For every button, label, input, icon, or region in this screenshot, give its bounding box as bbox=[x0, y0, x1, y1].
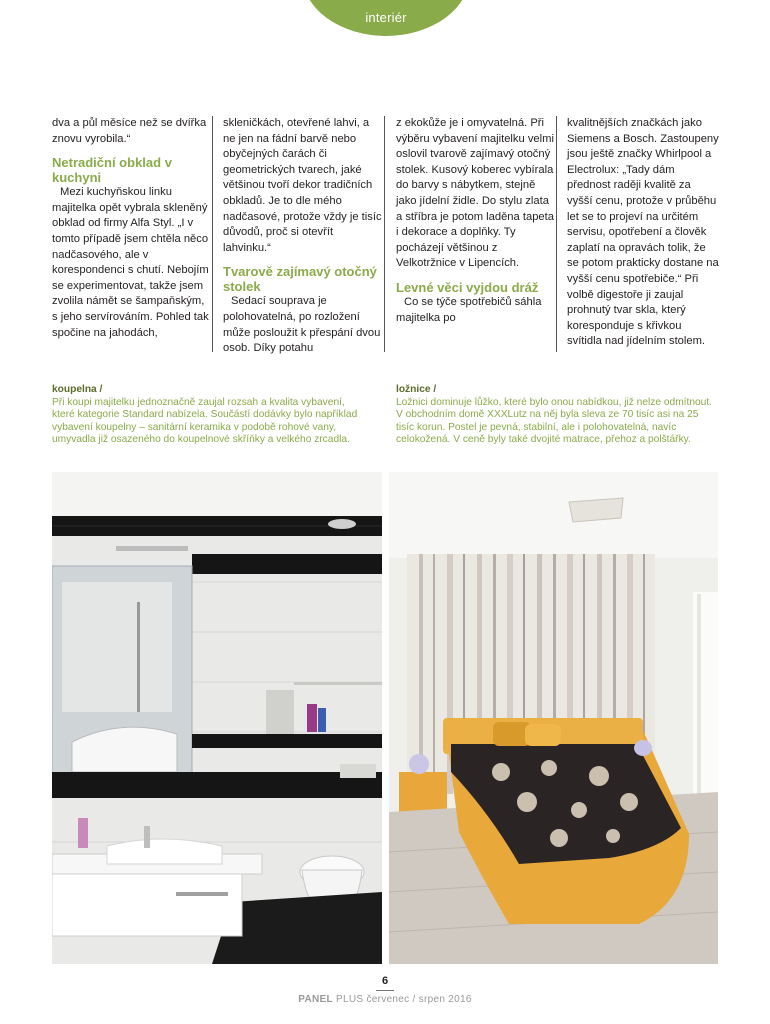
text-column-1 bbox=[52, 116, 212, 341]
column-divider bbox=[556, 116, 557, 352]
paragraph: skleničkách, otevřené lahvi, a ne jen na fádní barvě nebo obyčejných čarách či geometrických tvarech, jaké většinou tvoří dekor tradičních obkladů. Je to dle mého nadčasové, protože vždy je tisíc důvodů, proč si otevřít lahvinku.“ bbox=[223, 117, 382, 254]
caption-title: koupelna / bbox=[52, 384, 103, 395]
paragraph: Mezi kuchyňskou linku majitelka opět vybrala skleněný obklad od firmy Alfa Styl. „I v tomto případě jsem chtěla něco nadčasového, ale v korespondenci s chutí. Nebojím se experimentovat, takže jsem zvolila námět se šampaňským, s jeho servírováním. Pohled tak spočine na jahodách, bbox=[52, 186, 209, 339]
bathroom-photo bbox=[52, 472, 382, 964]
text-column-4 bbox=[567, 116, 719, 350]
section-tab bbox=[302, 0, 470, 36]
footer-issue-date: červenec / srpen 2016 bbox=[366, 994, 472, 1005]
paragraph: dva a půl měsíce než se dvířka znovu vyrobila.“ bbox=[52, 117, 207, 145]
footer-issue bbox=[0, 994, 770, 1005]
paragraph: Co se týče spotřebičů sáhla majitelka po bbox=[396, 295, 542, 324]
page-number: 6 bbox=[381, 975, 389, 987]
paragraph: z ekokůže je i omyvatelná. Při výběru vybavení majitelku velmi oslovil tvarově zajímavý otočný stolek. Kusový koberec vybírala do barvy s nábytkem, stejně jako jídelní židle. Do stylu zlata a stříbra je potom laděna tapeta i dekorace a doplňky. Ty pocházejí většinou z Velkotržnice v Lipencích. bbox=[396, 117, 554, 270]
text-column-3 bbox=[396, 116, 556, 326]
text-column-2 bbox=[223, 116, 383, 357]
column-divider bbox=[212, 116, 213, 352]
subheading: Netradiční obklad v kuchyni bbox=[52, 155, 172, 186]
caption-title: ložnice / bbox=[396, 384, 437, 395]
footer-brand: PANEL bbox=[298, 994, 333, 1005]
subheading: Tvarově zajímavý otočný stolek bbox=[223, 264, 377, 295]
column-divider bbox=[384, 116, 385, 352]
paragraph: Sedací souprava je polohovatelná, po rozložení může posloužit k přespání dvou osob. Díky potahu bbox=[223, 295, 381, 355]
caption-text: Ložnici dominuje lůžko, které bylo onou nabídkou, již nelze odmítnout. V obchodním domě XXXLutz na něj byla sleva ze 70 tisíc asi na 25 tisíc korun. Postel je pevná, stabilní, ale i polohovatelná, navíc celokožená. V ceně byly také dvojité matrace, přehoz a polštářky. bbox=[396, 396, 713, 446]
bathroom-caption bbox=[52, 384, 370, 447]
section-label: interiér bbox=[365, 10, 407, 25]
subheading: Levné věci vyjdou dráž bbox=[396, 279, 539, 295]
footer-divider bbox=[376, 990, 394, 991]
footer-magazine: PLUS bbox=[336, 994, 364, 1005]
bedroom-photo bbox=[389, 472, 718, 964]
caption-text: Při koupi majitelku jednoznačně zaujal rozsah a kvalita vybavení, které kategorie Standard nabízela. Součástí dodávky bylo například vybavení koupelny – sanitární keramika v podobě rohové vany, umyvadla již osazeného do koupelnové skříňky a velkého zrcadla. bbox=[52, 396, 358, 446]
paragraph: kvalitnějších značkách jako Siemens a Bosch. Zastoupeny jsou ještě značky Whirlpool a Electrolux: „Tady dám přednost raději kvalitě za vyšší cenu, protože v průběhu let se to projeví na určitém servisu, opotřebení a člověk zaplatí na opravách tolik, že se potom prakticky dostane na vyšší cenu spotřebiče.“ Při volbě digestoře ji zaujal prohnutý tvar skla, který koresponduje s křivkou svítidla nad jídelním stolem. bbox=[567, 117, 719, 348]
bedroom-caption bbox=[396, 384, 716, 447]
